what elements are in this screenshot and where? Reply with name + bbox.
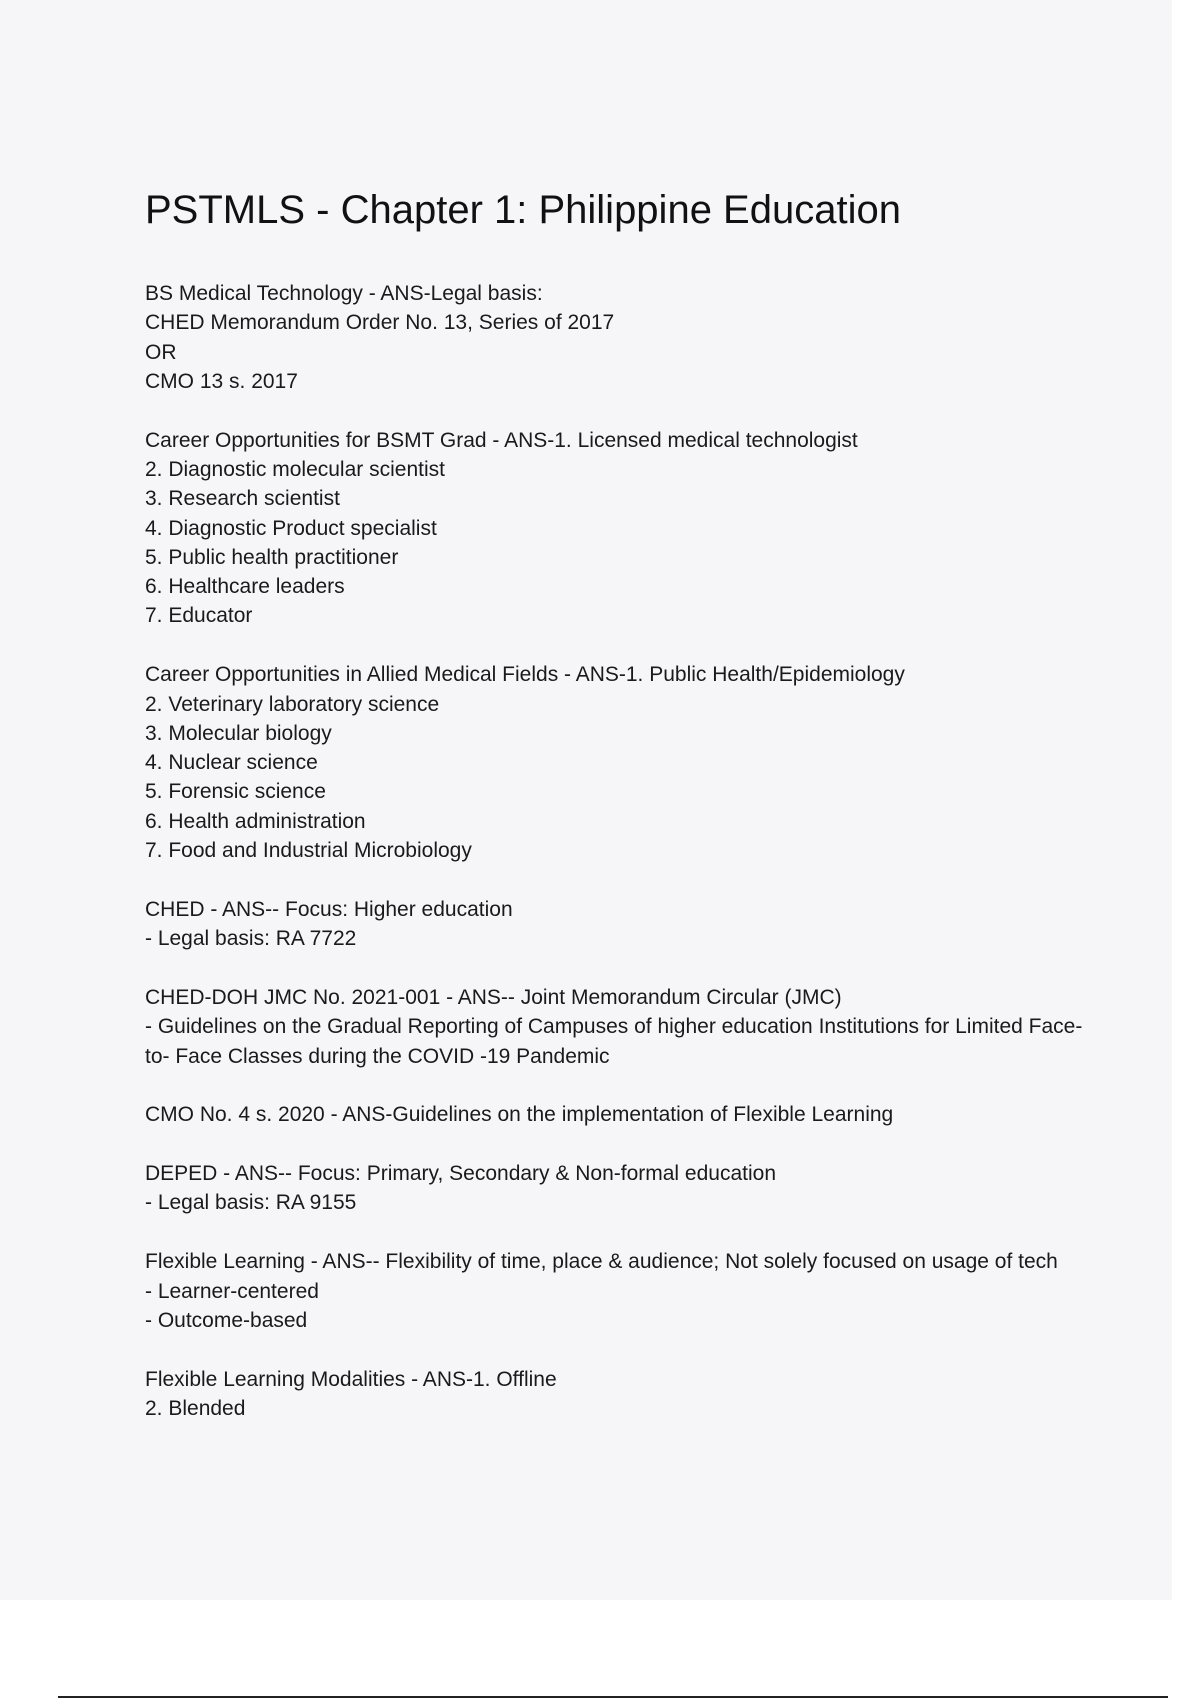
entry-career-allied [145, 660, 1095, 865]
entry-ched [145, 895, 1095, 954]
entry-line: 5. Public health practitioner [145, 545, 399, 569]
entry-line: Flexible Learning - ANS-- Flexibility of time, place & audience; Not solely focused on usage of tech [145, 1250, 1058, 1274]
entry-line: 6. Healthcare leaders [145, 575, 345, 599]
entry-line: Career Opportunities for BSMT Grad - ANS-1. Licensed medical technologist [145, 428, 858, 452]
entry-line: 3. Molecular biology [145, 721, 332, 745]
entry-line: CHED - ANS-- Focus: Higher education [145, 897, 513, 921]
flashcard-list [145, 279, 1095, 1453]
entry-line: 2. Veterinary laboratory science [145, 692, 440, 716]
entry-line: CHED Memorandum Order No. 13, Series of 2017 [145, 311, 615, 335]
entry-line: 5. Forensic science [145, 780, 326, 804]
entry-flexible-learning [145, 1247, 1095, 1335]
entry-career-bsmt [145, 426, 1095, 631]
entry-line: DEPED - ANS-- Focus: Primary, Secondary & Non-formal education [145, 1162, 776, 1186]
entry-deped [145, 1159, 1095, 1218]
footer-divider [58, 1696, 1168, 1698]
entry-line: 7. Food and Industrial Microbiology [145, 839, 472, 863]
entry-bs-medical-technology [145, 279, 1095, 396]
entry-line: 2. Diagnostic molecular scientist [145, 457, 445, 481]
entry-line: - Learner-centered [145, 1279, 319, 1303]
entry-line: CHED-DOH JMC No. 2021-001 - ANS-- Joint Memorandum Circular (JMC) [145, 985, 842, 1009]
entry-line: 2. Blended [145, 1396, 246, 1420]
entry-line: OR [145, 340, 177, 364]
entry-line: Flexible Learning Modalities - ANS-1. Offline [145, 1367, 557, 1391]
entry-line: - Guidelines on the Gradual Reporting of Campuses of higher education Institutions for Limited Face- to- Face Classes during the COVID -19 Pandemic [145, 1015, 1083, 1068]
entry-flexible-modalities [145, 1365, 1095, 1424]
entry-line: - Legal basis: RA 7722 [145, 927, 357, 951]
entry-line: BS Medical Technology - ANS-Legal basis: [145, 282, 543, 305]
entry-line: - Outcome-based [145, 1308, 308, 1332]
entry-line: Career Opportunities in Allied Medical Fields - ANS-1. Public Health/Epidemiology [145, 663, 905, 687]
entry-cmo-4 [145, 1100, 1095, 1129]
entry-line: 4. Diagnostic Product specialist [145, 516, 437, 540]
entry-line: CMO No. 4 s. 2020 - ANS-Guidelines on the implementation of Flexible Learning [145, 1103, 894, 1127]
entry-line: 3. Research scientist [145, 487, 340, 511]
entry-ched-doh-jmc [145, 983, 1095, 1071]
entry-line: CMO 13 s. 2017 [145, 369, 298, 393]
entry-line: 4. Nuclear science [145, 751, 318, 775]
document-title: PSTMLS - Chapter 1: Philippine Education [145, 188, 901, 232]
entry-line: 7. Educator [145, 604, 253, 628]
entry-line: 6. Health administration [145, 809, 366, 833]
entry-line: - Legal basis: RA 9155 [145, 1191, 357, 1215]
